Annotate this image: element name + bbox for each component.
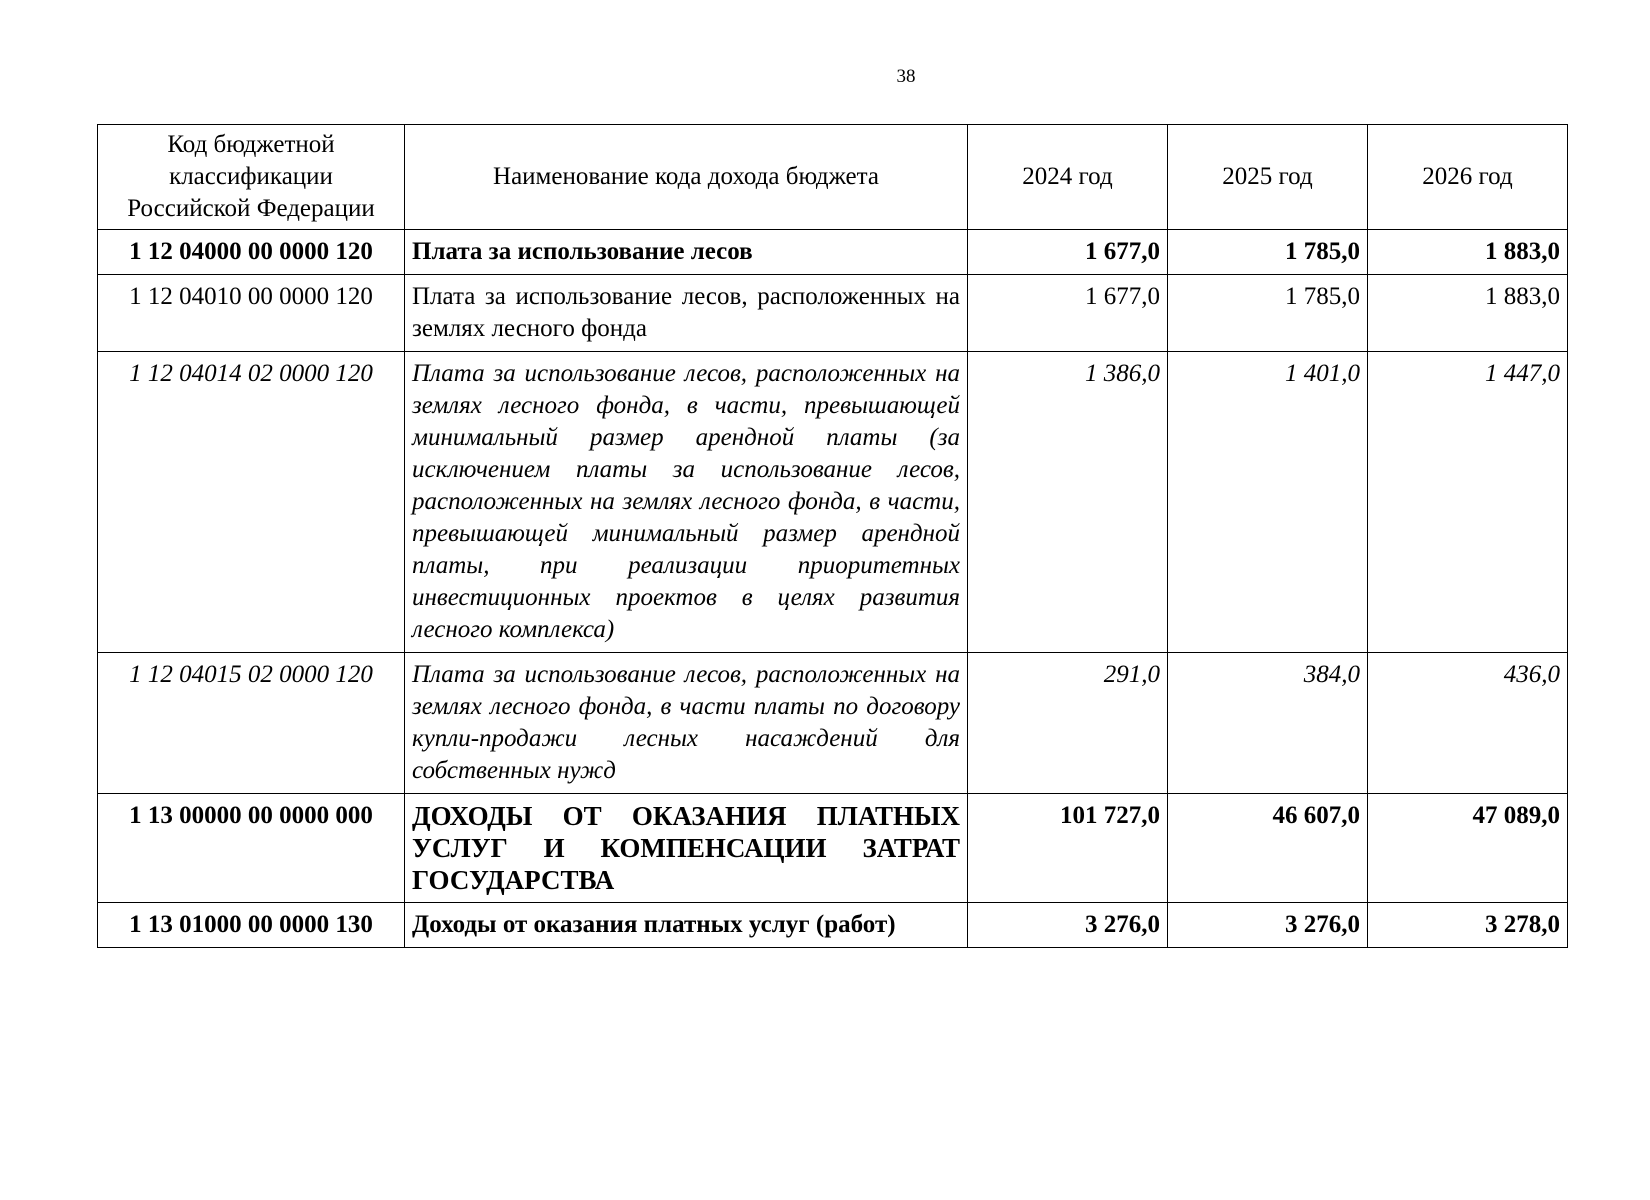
row-value-2025: 1 401,0 [1168,352,1368,653]
row-code: 1 12 04000 00 0000 120 [98,230,405,275]
row-name: ДОХОДЫ ОТ ОКАЗАНИЯ ПЛАТНЫХ УСЛУГ И КОМПЕНСАЦИИ ЗАТРАТ ГОСУДАРСТВА [405,794,968,903]
row-name: Плата за использование лесов, расположенных на землях лесного фонда, в части, превышающей минимальный размер арендной платы (за исключением платы за использование лесов, расположенных на землях лесного фонда, в части, превышающей минимальный размер арендной платы, при реализации приоритетных инвестиционных проектов в целях развития лесного комплекса) [405,352,968,653]
row-value-2024: 1 386,0 [968,352,1168,653]
row-value-2024: 1 677,0 [968,275,1168,352]
table-row [98,275,1568,352]
row-value-2024: 3 276,0 [968,903,1168,948]
row-code: 1 12 04010 00 0000 120 [98,275,405,352]
budget-income-table [97,124,1568,948]
row-value-2025: 384,0 [1168,653,1368,794]
row-value-2026: 436,0 [1368,653,1568,794]
header-code-line-1: Код бюджетной [167,131,335,158]
row-value-2024: 101 727,0 [968,794,1168,903]
table-header-row [98,125,1568,230]
table-row [98,794,1568,903]
row-value-2024: 291,0 [968,653,1168,794]
row-code: 1 13 01000 00 0000 130 [98,903,405,948]
row-value-2025: 46 607,0 [1168,794,1368,903]
table-row [98,230,1568,275]
row-value-2026: 3 278,0 [1368,903,1568,948]
row-name: Доходы от оказания платных услуг (работ) [405,903,968,948]
header-name: Наименование кода дохода бюджета [405,125,968,230]
header-2025: 2025 год [1168,125,1368,230]
row-name: Плата за использование лесов, расположенных на землях лесного фонда [405,275,968,352]
table-row [98,352,1568,653]
row-code: 1 13 00000 00 0000 000 [98,794,405,903]
row-value-2026: 1 883,0 [1368,230,1568,275]
header-code-line-3: Российской Федерации [127,195,375,222]
table-row [98,903,1568,948]
table-row [98,653,1568,794]
row-name: Плата за использование лесов [405,230,968,275]
page-number: 38 [896,66,916,87]
row-value-2026: 1 883,0 [1368,275,1568,352]
row-name: Плата за использование лесов, расположенных на землях лесного фонда, в части платы по договору купли-продажи лесных насаждений для собственных нужд [405,653,968,794]
header-2026: 2026 год [1368,125,1568,230]
header-2024: 2024 год [968,125,1168,230]
row-value-2026: 47 089,0 [1368,794,1568,903]
row-value-2024: 1 677,0 [968,230,1168,275]
row-value-2025: 3 276,0 [1168,903,1368,948]
row-value-2026: 1 447,0 [1368,352,1568,653]
row-code: 1 12 04014 02 0000 120 [98,352,405,653]
header-code-line-2: классификации [169,163,333,190]
row-code: 1 12 04015 02 0000 120 [98,653,405,794]
header-code [98,125,405,230]
row-value-2025: 1 785,0 [1168,275,1368,352]
row-value-2025: 1 785,0 [1168,230,1368,275]
